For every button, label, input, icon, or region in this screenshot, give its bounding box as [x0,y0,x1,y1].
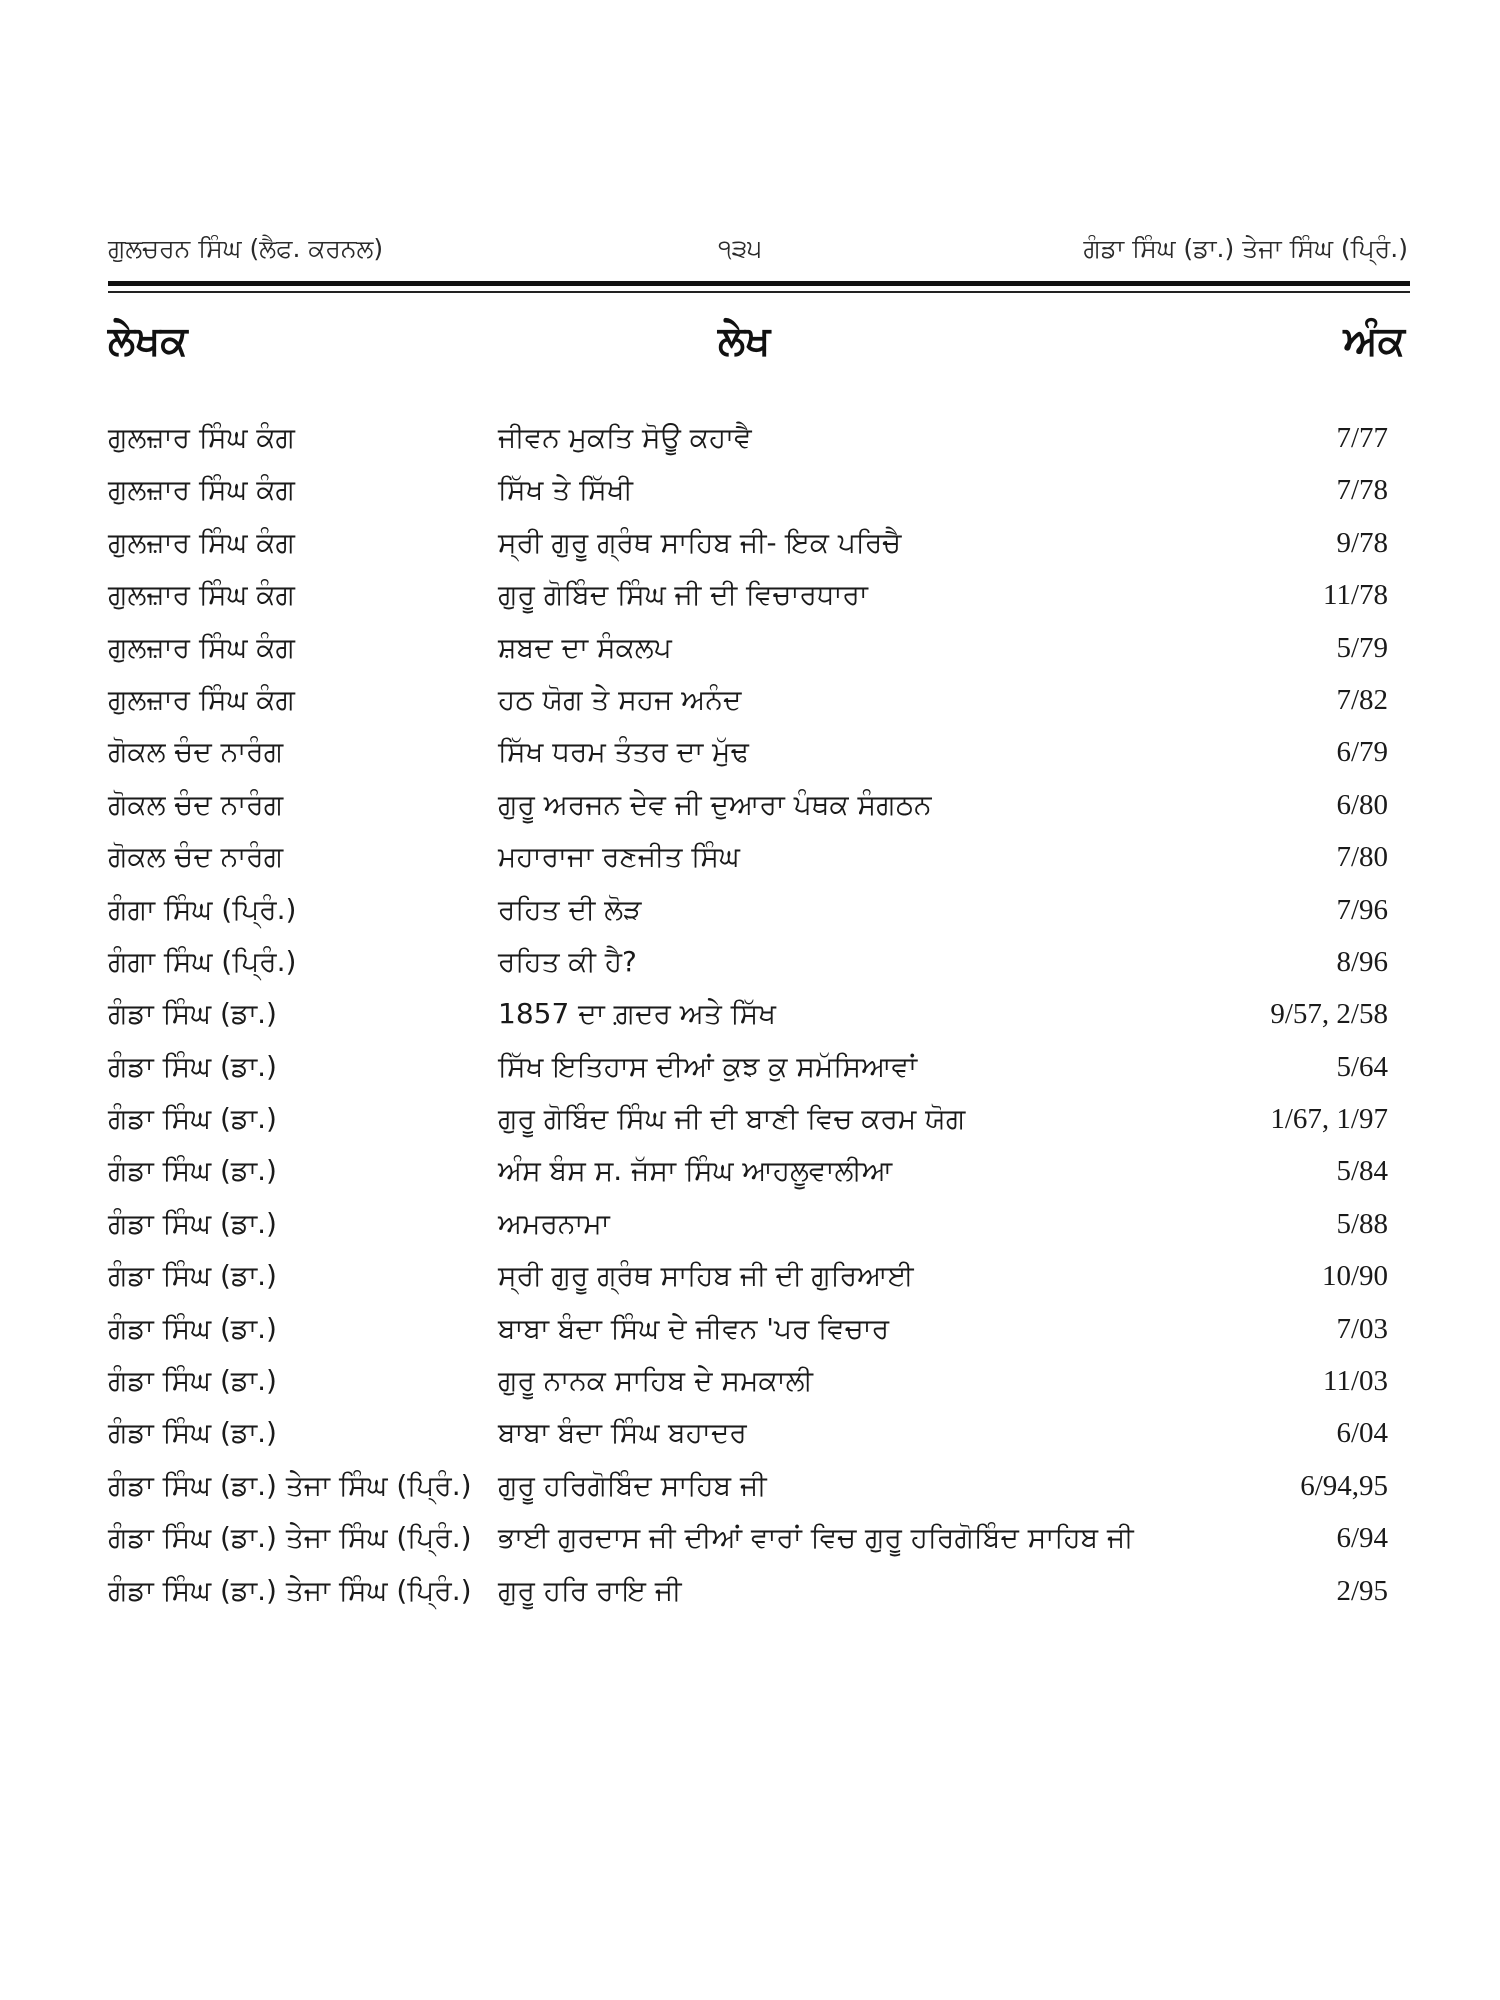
list-item [108,831,1388,883]
list-item [108,779,1388,831]
list-item [108,1093,1388,1145]
entry-title: ਅੰਸ ਬੰਸ ਸ. ਜੱਸਾ ਸਿੰਘ ਆਹਲੂਵਾਲੀਆ [498,1154,893,1188]
entry-author: ਗੰਡਾ ਸਿੰਘ (ਡਾ.) [108,1311,277,1345]
entry-issue: 5/79 [1336,631,1388,664]
entry-author: ਗੰਡਾ ਸਿੰਘ (ਡਾ.) [108,1154,277,1188]
entry-title: ਹਠ ਯੋਗ ਤੇ ਸਹਜ ਅਨੰਦ [498,682,742,716]
list-item [108,464,1388,516]
list-item [108,726,1388,778]
entry-author: ਗੁਲਜ਼ਾਰ ਸਿੰਘ ਕੰਗ [108,682,295,716]
header-rule-thick [108,281,1410,286]
entry-issue: 5/64 [1336,1050,1388,1083]
list-item [108,1512,1388,1564]
list-item [108,674,1388,726]
entry-title: ਸ੍ਰੀ ਗੁਰੂ ਗ੍ਰੰਥ ਸਾਹਿਬ ਜੀ ਦੀ ਗੁਰਿਆਈ [498,1259,914,1293]
entry-issue: 10/90 [1321,1260,1388,1293]
list-item [108,936,1388,988]
entry-issue: 6/94,95 [1300,1469,1388,1502]
entry-title: ਬਾਬਾ ਬੰਦਾ ਸਿੰਘ ਬਹਾਦਰ [498,1416,747,1450]
list-item [108,1041,1388,1093]
list-item [108,1460,1388,1512]
entry-author: ਗੰਡਾ ਸਿੰਘ (ਡਾ.) ਤੇਜਾ ਸਿੰਘ (ਪ੍ਰਿੰ.) [108,1573,472,1607]
entry-author: ਗੰਡਾ ਸਿੰਘ (ਡਾ.) [108,997,277,1031]
entry-author: ਗੁਲਜ਼ਾਰ ਸਿੰਘ ਕੰਗ [108,630,295,664]
page-number: ੧੩੫ [718,234,762,263]
entry-issue: 6/79 [1336,736,1388,769]
entry-author: ਗੁਲਜ਼ਾਰ ਸਿੰਘ ਕੰਗ [108,525,295,559]
entry-title: ਗੁਰੂ ਅਰਜਨ ਦੇਵ ਜੀ ਦੁਆਰਾ ਪੰਥਕ ਸੰਗਠਨ [498,787,932,821]
entry-issue: 5/88 [1336,1207,1388,1240]
list-item [108,517,1388,569]
entry-author: ਗੰਡਾ ਸਿੰਘ (ਡਾ.) ਤੇਜਾ ਸਿੰਘ (ਪ੍ਰਿੰ.) [108,1468,472,1502]
entry-author: ਗੰਡਾ ਸਿੰਘ (ਡਾ.) [108,1416,277,1450]
list-item [108,1565,1388,1617]
entry-issue: 7/80 [1336,841,1388,874]
entry-issue: 11/03 [1323,1365,1388,1398]
list-item [108,1303,1388,1355]
entry-issue: 1/67, 1/97 [1270,1103,1388,1136]
list-item [108,1407,1388,1459]
entry-title: ਰਹਿਤ ਕੀ ਹੈ? [498,944,637,978]
header-left-text: ਗੁਲਚਰਨ ਸਿੰਘ (ਲੈਫ. ਕਰਨਲ) [108,234,384,263]
entry-title: 1857 ਦਾ ਗ਼ਦਰ ਅਤੇ ਸਿੱਖ [498,997,777,1031]
entry-author: ਗੁਲਜ਼ਾਰ ਸਿੰਘ ਕੰਗ [108,421,295,454]
running-header [108,234,1408,274]
list-item [108,884,1388,936]
entry-author: ਗੰਡਾ ਸਿੰਘ (ਡਾ.) [108,1102,277,1136]
entry-issue: 7/82 [1336,683,1388,716]
entry-title: ਬਾਬਾ ਬੰਦਾ ਸਿੰਘ ਦੇ ਜੀਵਨ 'ਪਰ ਵਿਚਾਰ [498,1311,890,1345]
entry-title: ਜੀਵਨ ਮੁਕਤਿ ਸੋਊ ਕਹਾਵੈ [498,421,752,454]
entry-issue: 7/03 [1336,1312,1388,1345]
entry-author: ਗੁਲਜ਼ਾਰ ਸਿੰਘ ਕੰਗ [108,473,295,507]
entry-author: ਗੋਕਲ ਚੰਦ ਨਾਰੰਗ [108,840,284,874]
column-heading-author: ਲੇਖਕ [108,318,188,364]
entry-title: ਗੁਰੂ ਗੋਬਿੰਦ ਸਿੰਘ ਜੀ ਦੀ ਵਿਚਾਰਧਾਰਾ [498,578,868,612]
entry-title: ਸ਼ਬਦ ਦਾ ਸੰਕਲਪ [498,630,672,664]
entry-author: ਗੁਲਜ਼ਾਰ ਸਿੰਘ ਕੰਗ [108,578,295,612]
index-entries-list [108,412,1388,1617]
list-item [108,622,1388,674]
entry-issue: 11/78 [1323,579,1388,612]
entry-title: ਸਿੱਖ ਧਰਮ ਤੰਤਰ ਦਾ ਮੁੱਢ [498,735,749,769]
entry-title: ਸਿੱਖ ਇਤਿਹਾਸ ਦੀਆਂ ਕੁਝ ਕੁ ਸਮੱਸਿਆਵਾਂ [498,1049,918,1083]
entry-author: ਗੰਡਾ ਸਿੰਘ (ਡਾ.) [108,1206,277,1240]
entry-title: ਸ੍ਰੀ ਗੁਰੂ ਗ੍ਰੰਥ ਸਾਹਿਬ ਜੀ- ਇਕ ਪਰਿਚੈ [498,525,902,559]
entry-issue: 8/96 [1336,945,1388,978]
column-heading-issue: ਅੰਕ [1343,318,1405,364]
entry-author: ਗੰਡਾ ਸਿੰਘ (ਡਾ.) [108,1364,277,1398]
entry-author: ਗੰਡਾ ਸਿੰਘ (ਡਾ.) [108,1049,277,1083]
entry-issue: 2/95 [1336,1574,1388,1607]
header-rule-thin [108,291,1410,293]
entry-title: ਗੁਰੂ ਹਰਿਗੋਬਿੰਦ ਸਾਹਿਬ ਜੀ [498,1468,767,1502]
entry-author: ਗੰਗਾ ਸਿੰਘ (ਪ੍ਰਿੰ.) [108,892,297,926]
entry-issue: 7/96 [1336,893,1388,926]
entry-title: ਰਹਿਤ ਦੀ ਲੋੜ [498,892,642,926]
entry-title: ਗੁਰੂ ਗੋਬਿੰਦ ਸਿੰਘ ਜੀ ਦੀ ਬਾਣੀ ਵਿਚ ਕਰਮ ਯੋਗ [498,1102,966,1136]
entry-author: ਗੰਡਾ ਸਿੰਘ (ਡਾ.) [108,1259,277,1293]
entry-title: ਗੁਰੂ ਨਾਨਕ ਸਾਹਿਬ ਦੇ ਸਮਕਾਲੀ [498,1364,813,1398]
column-heading-title: ਲੇਖ [718,318,771,364]
entry-author: ਗੰਗਾ ਸਿੰਘ (ਪ੍ਰਿੰ.) [108,944,297,978]
entry-issue: 6/04 [1336,1417,1388,1450]
entry-issue: 9/57, 2/58 [1270,998,1388,1031]
entry-issue: 9/78 [1336,526,1388,559]
entry-title: ਭਾਈ ਗੁਰਦਾਸ ਜੀ ਦੀਆਂ ਵਾਰਾਂ ਵਿਚ ਗੁਰੂ ਹਰਿਗੋਬਿੰਦ ਸਾਹਿਬ ਜੀ [498,1521,1134,1555]
entry-title: ਗੁਰੂ ਹਰਿ ਰਾਇ ਜੀ [498,1573,682,1607]
list-item [108,1250,1388,1302]
entry-author: ਗੋਕਲ ਚੰਦ ਨਾਰੰਗ [108,735,284,769]
list-item [108,1198,1388,1250]
entry-issue: 6/94 [1336,1522,1388,1555]
entry-title: ਸਿੱਖ ਤੇ ਸਿੱਖੀ [498,473,633,507]
entry-issue: 6/80 [1336,788,1388,821]
list-item [108,412,1388,464]
list-item [108,1355,1388,1407]
entry-author: ਗੰਡਾ ਸਿੰਘ (ਡਾ.) ਤੇਜਾ ਸਿੰਘ (ਪ੍ਰਿੰ.) [108,1521,472,1555]
entry-title: ਅਮਰਨਾਮਾ [498,1206,610,1240]
list-item [108,988,1388,1040]
list-item [108,1145,1388,1197]
entry-title: ਮਹਾਰਾਜਾ ਰਣਜੀਤ ਸਿੰਘ [498,840,740,874]
header-right-text: ਗੰਡਾ ਸਿੰਘ (ਡਾ.) ਤੇਜਾ ਸਿੰਘ (ਪ੍ਰਿੰ.) [1083,234,1408,263]
entry-issue: 7/77 [1336,422,1388,454]
list-item [108,569,1388,621]
entry-issue: 5/84 [1336,1155,1388,1188]
entry-author: ਗੋਕਲ ਚੰਦ ਨਾਰੰਗ [108,787,284,821]
entry-issue: 7/78 [1336,474,1388,507]
